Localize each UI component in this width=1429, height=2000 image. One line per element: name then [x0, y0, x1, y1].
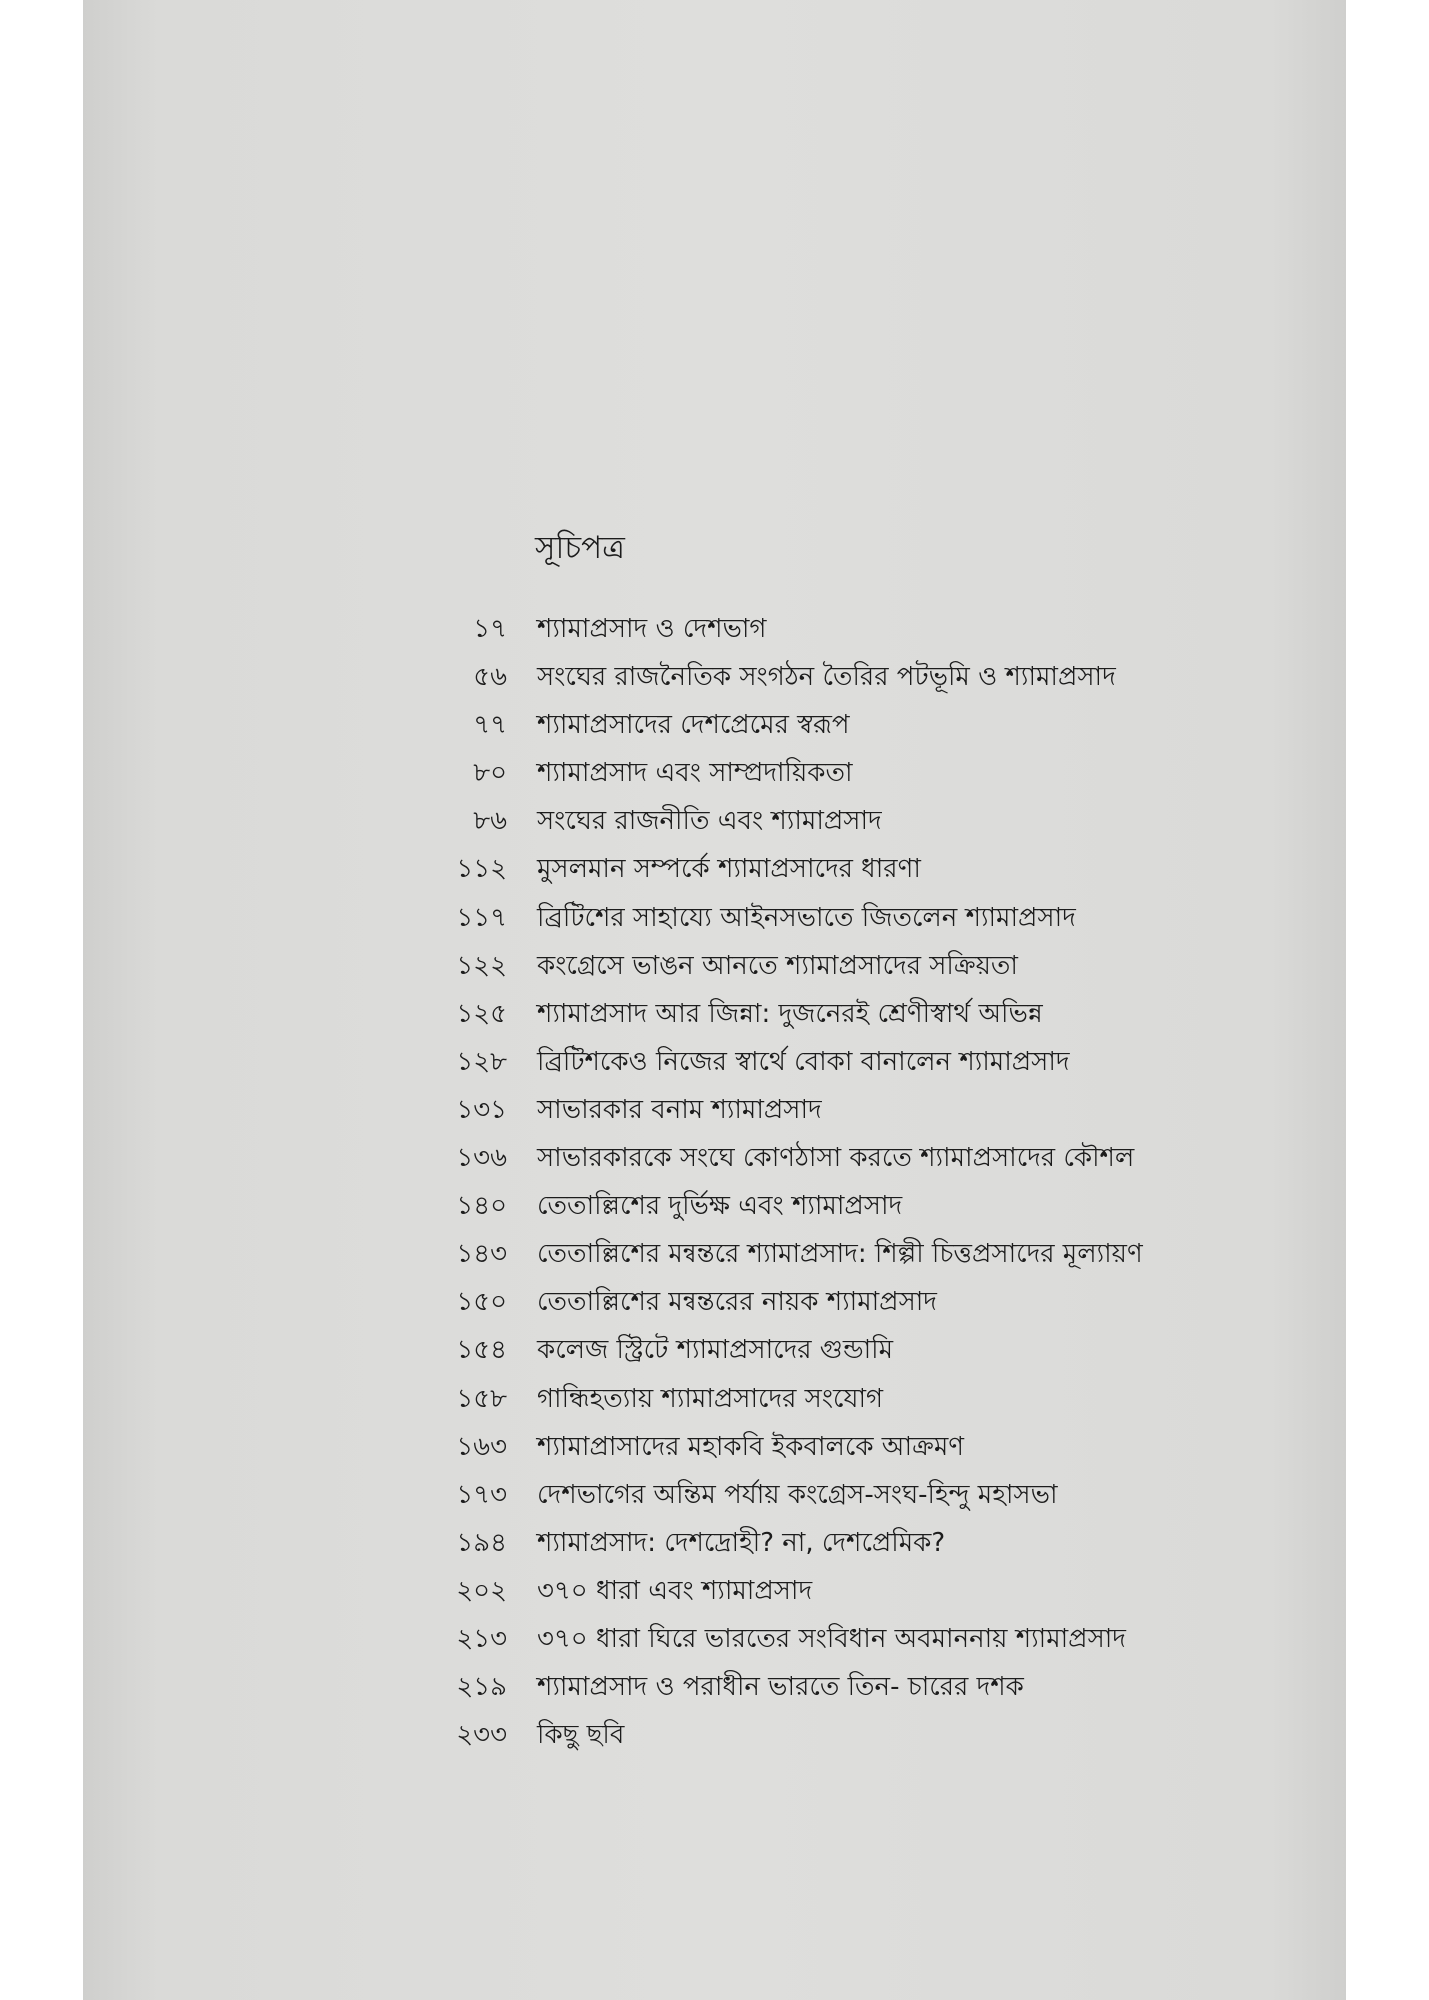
toc-chapter-title: শ্যামাপ্রসাদ ও পরাধীন ভারতে তিন- চারের দশক: [537, 1672, 1024, 1703]
toc-page-number: ১১৭: [456, 902, 507, 933]
toc-chapter-title: কংগ্রেসে ভাঙন আনতে শ্যামাপ্রসাদের সক্রিয়তা: [537, 950, 1018, 981]
toc-entry: [435, 1329, 1335, 1377]
toc-chapter-title: শ্যামাপ্রাসাদের মহাকবি ইকবালকে আক্রমণ: [537, 1431, 964, 1462]
toc-entry: [435, 1281, 1335, 1329]
toc-entry: [435, 1378, 1335, 1426]
toc-page-number: ১৩১: [456, 1094, 507, 1125]
toc-page-number: ১৯৪: [456, 1527, 507, 1558]
toc-chapter-title: শ্যামাপ্রসাদ এবং সাম্প্রদায়িকতা: [537, 758, 853, 789]
toc-page-number: ৫৬: [473, 662, 507, 693]
toc-chapter-title: সাভারকারকে সংঘে কোণঠাসা করতে শ্যামাপ্রসাদের কৌশল: [537, 1143, 1135, 1174]
toc-chapter-title: তেতাল্লিশের দুর্ভিক্ষ এবং শ্যামাপ্রসাদ: [537, 1191, 903, 1222]
toc-entry: [435, 897, 1335, 945]
toc-entry: [435, 848, 1335, 896]
toc-entry: [435, 752, 1335, 800]
toc-page-number: ১৭৩: [456, 1479, 507, 1510]
toc-chapter-title: কলেজ স্ট্রিটে শ্যামাপ্রসাদের গুন্ডামি: [537, 1335, 894, 1366]
toc-page-number: ১২২: [456, 950, 507, 981]
toc-chapter-title: তেতাল্লিশের মন্বন্তরে শ্যামাপ্রসাদ: শিল্পী চিত্তপ্রসাদের মূল্যায়ণ: [537, 1239, 1143, 1270]
toc-entry: [435, 1570, 1335, 1618]
toc-page-number: ১৭: [473, 614, 507, 644]
toc-page-number: ২১৩: [456, 1623, 507, 1654]
toc-chapter-title: ব্রিটিশকেও নিজের স্বার্থে বোকা বানালেন শ্যামাপ্রসাদ: [537, 1046, 1070, 1077]
toc-chapter-title: শ্যামাপ্রসাদ ও দেশভাগ: [537, 614, 767, 644]
toc-entry: [435, 945, 1335, 993]
toc-page-number: ২৩৩: [456, 1720, 507, 1751]
toc-page-number: ১৪৩: [456, 1239, 507, 1270]
toc-chapter-title: ব্রিটিশের সাহায্যে আইনসভাতে জিতলেন শ্যামাপ্রসাদ: [537, 902, 1076, 933]
toc-chapter-title: সংঘের রাজনীতি এবং শ্যামাপ্রসাদ: [537, 806, 882, 837]
toc-entry: [435, 704, 1335, 752]
toc-chapter-title: গান্ধিহত্যায় শ্যামাপ্রসাদের সংযোগ: [537, 1383, 884, 1414]
toc-chapter-title: ৩৭০ ধারা এবং শ্যামাপ্রসাদ: [537, 1575, 813, 1606]
toc-chapter-title: মুসলমান সম্পর্কে শ্যামাপ্রসাদের ধারণা: [537, 854, 921, 885]
toc-page-number: ১৫০: [456, 1287, 507, 1318]
toc-page-number: ৮৬: [473, 806, 507, 837]
toc-page-number: ১৩৬: [456, 1143, 507, 1174]
toc-entry: [435, 1089, 1335, 1137]
toc-entry: [435, 1426, 1335, 1474]
toc-entry: [435, 1714, 1335, 1762]
toc-page-number: ১৫৪: [456, 1335, 507, 1366]
toc-page-number: ৮০: [473, 758, 507, 789]
toc-entry: [435, 1666, 1335, 1714]
book-page: [83, 0, 1346, 2000]
toc-page-number: ১৪০: [456, 1191, 507, 1222]
toc-page-number: ১৫৮: [456, 1383, 507, 1414]
toc-chapter-title: তেতাল্লিশের মন্বন্তরের নায়ক শ্যামাপ্রসাদ: [537, 1287, 937, 1318]
toc-entry: [435, 1233, 1335, 1281]
toc-page-number: ১১২: [456, 854, 507, 885]
toc-chapter-title: শ্যামাপ্রসাদের দেশপ্রেমের স্বরূপ: [537, 710, 850, 741]
table-of-contents: [435, 608, 1335, 1762]
toc-chapter-title: ৩৭০ ধারা ঘিরে ভারতের সংবিধান অবমাননায় শ্যামাপ্রসাদ: [537, 1623, 1126, 1654]
toc-entry: [435, 1137, 1335, 1185]
page-title: সূচিপত্র: [535, 530, 625, 566]
toc-entry: [435, 1522, 1335, 1570]
toc-entry: [435, 1618, 1335, 1666]
toc-entry: [435, 993, 1335, 1041]
toc-page-number: ১২৫: [456, 998, 507, 1029]
toc-chapter-title: শ্যামাপ্রসাদ: দেশদ্রোহী? না, দেশপ্রেমিক?: [537, 1527, 946, 1558]
toc-entry: [435, 656, 1335, 704]
toc-entry: [435, 1185, 1335, 1233]
toc-entry: [435, 800, 1335, 848]
toc-entry: [435, 608, 1335, 656]
toc-entry: [435, 1474, 1335, 1522]
toc-chapter-title: সাভারকার বনাম শ্যামাপ্রসাদ: [537, 1094, 822, 1125]
toc-page-number: ৭৭: [473, 710, 507, 741]
toc-entry: [435, 1041, 1335, 1089]
toc-chapter-title: দেশভাগের অন্তিম পর্যায় কংগ্রেস-সংঘ-হিন্দু মহাসভা: [537, 1479, 1058, 1510]
toc-page-number: ২০২: [456, 1575, 507, 1606]
toc-chapter-title: শ্যামাপ্রসাদ আর জিন্না: দুজনেরই শ্রেণীস্বার্থ অভিন্ন: [537, 998, 1043, 1029]
toc-chapter-title: সংঘের রাজনৈতিক সংগঠন তৈরির পটভূমি ও শ্যামাপ্রসাদ: [537, 662, 1116, 693]
toc-page-number: ১৬৩: [456, 1431, 507, 1462]
toc-page-number: ২১৯: [456, 1672, 507, 1703]
toc-page-number: ১২৮: [456, 1046, 507, 1077]
toc-chapter-title: কিছু ছবি: [537, 1720, 625, 1751]
